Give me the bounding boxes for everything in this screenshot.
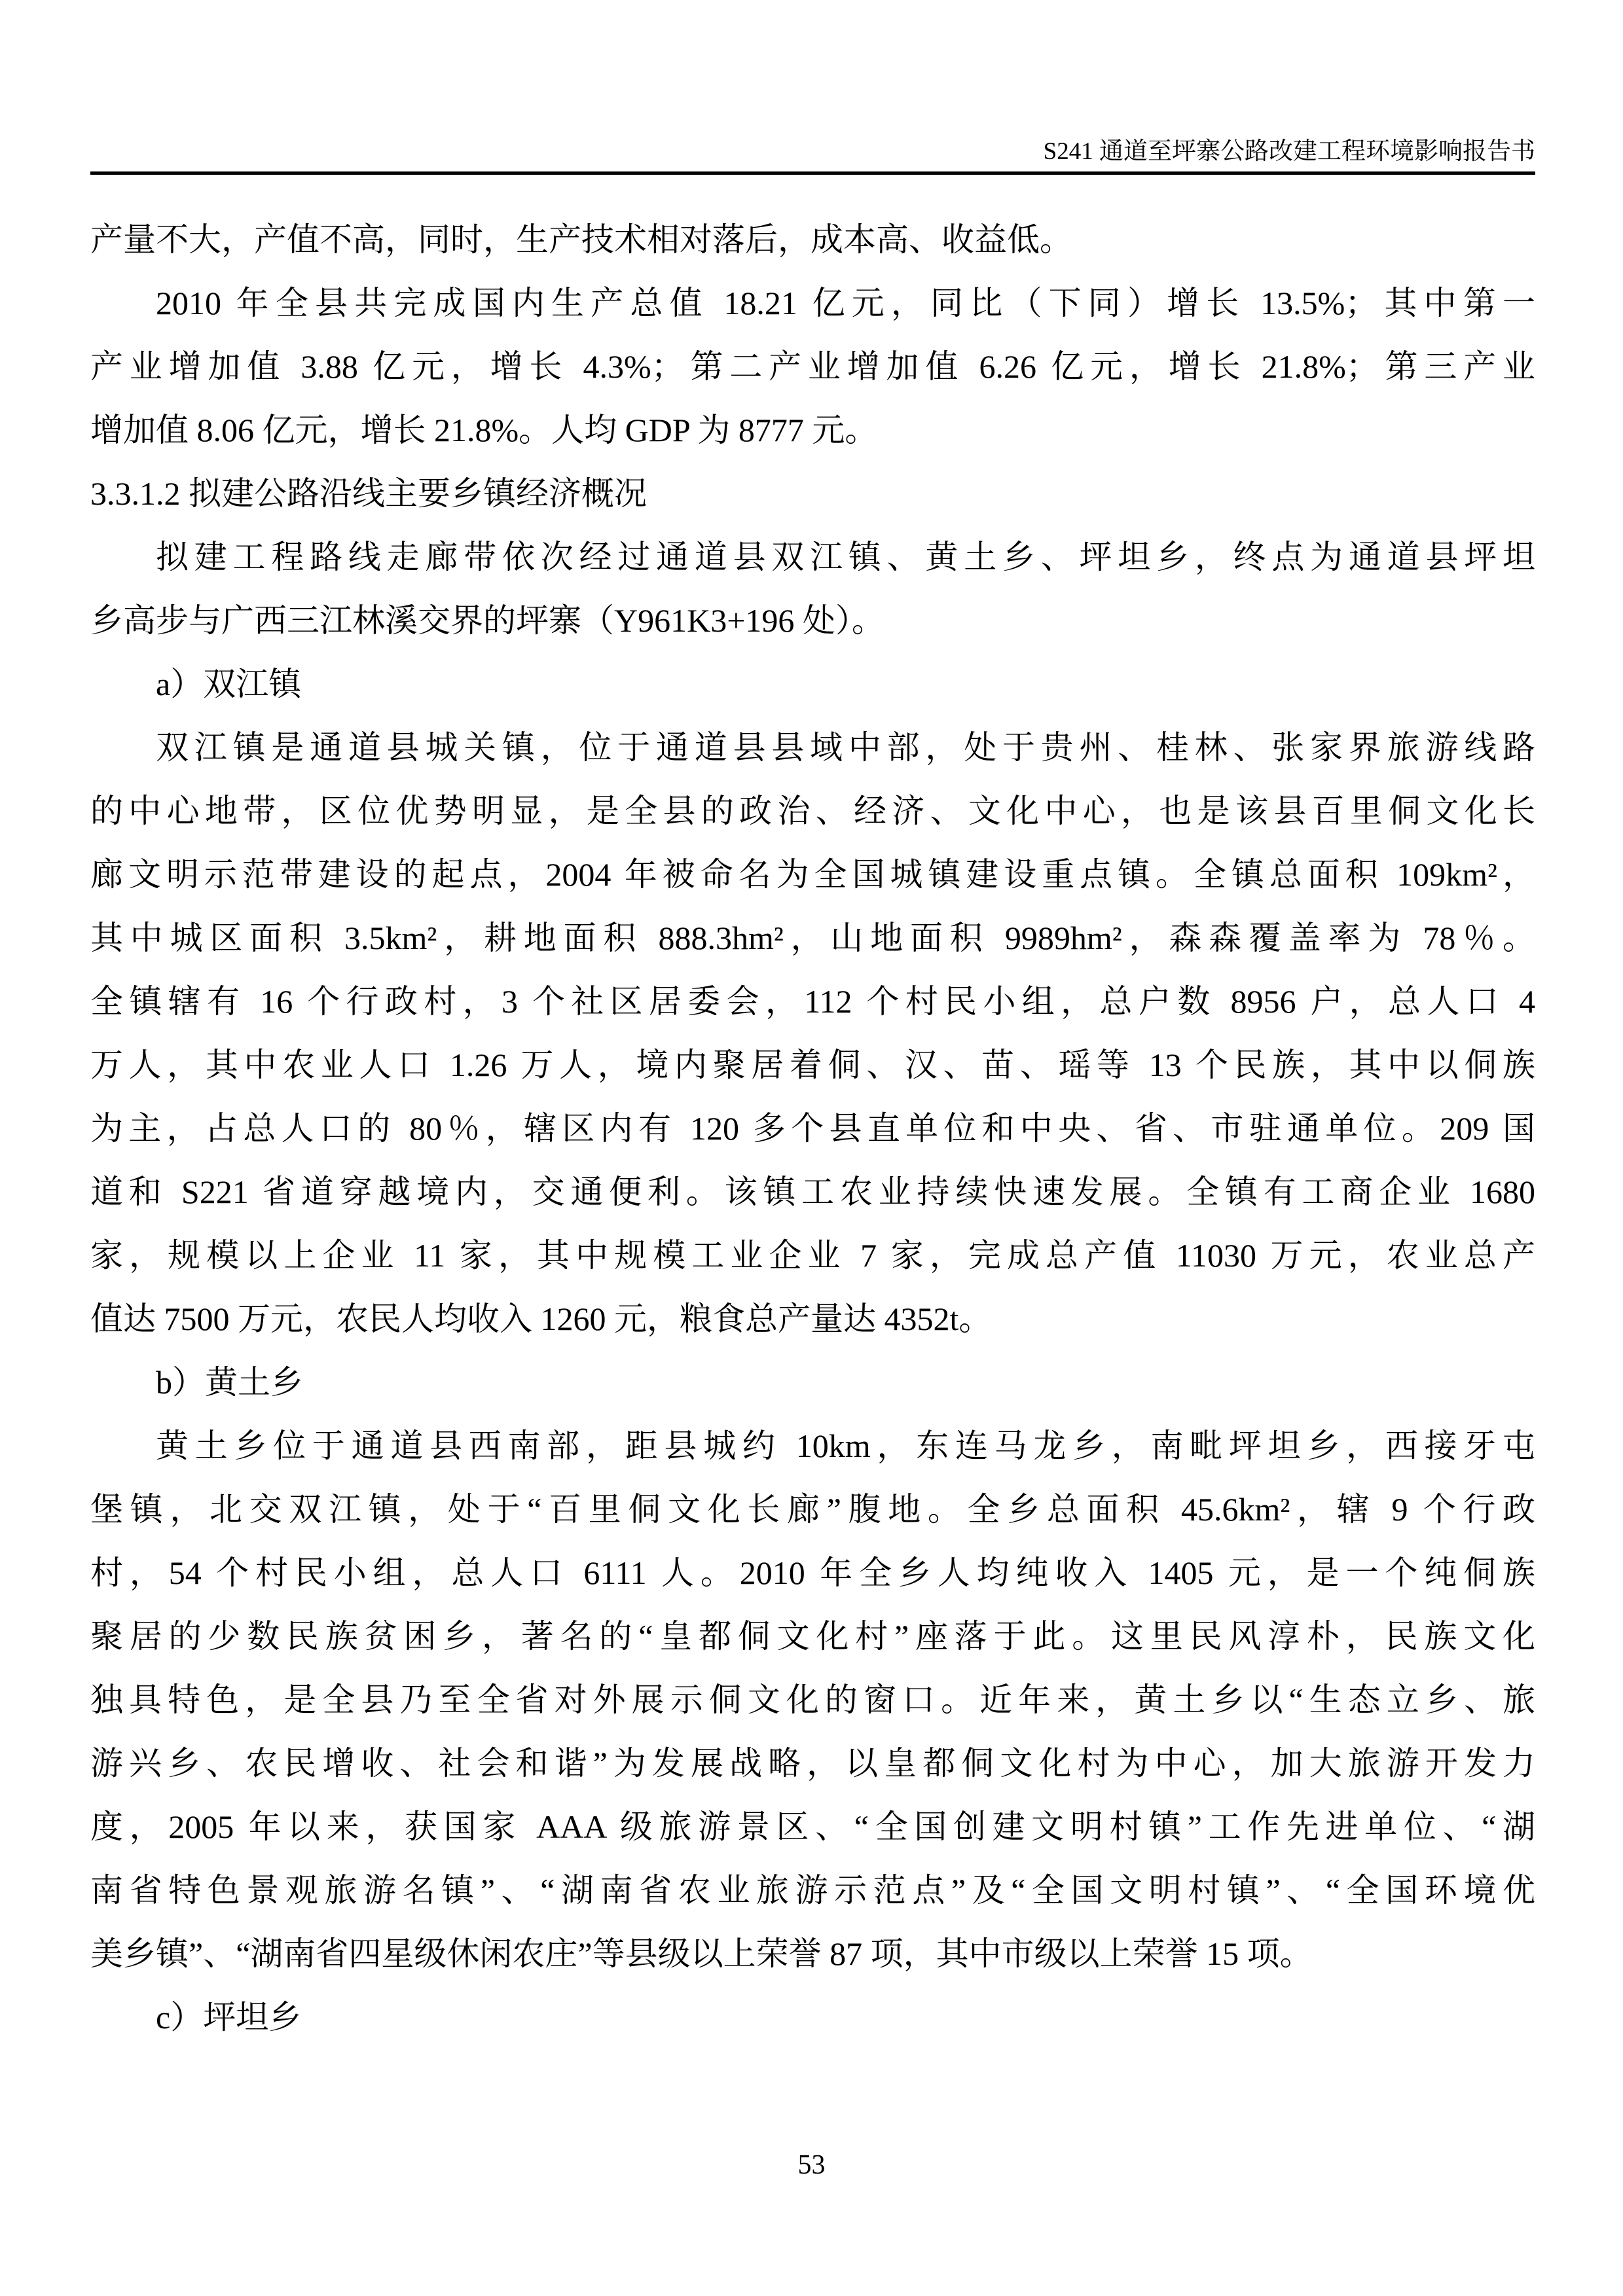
text-line: b）黄土乡 — [156, 1364, 303, 1401]
text-line: 拟建工程路线走廊带依次经过通道县双江镇、黄土乡、坪坦乡，终点为通道县坪坦 — [156, 539, 1535, 575]
subheading-b-huangtu — [90, 1351, 1535, 1414]
text-line: 聚居的少数民族贫困乡，著名的“皇都侗文化村”座落于此。这里民风淳朴，民族文化 — [90, 1618, 1535, 1655]
paragraph-huangtu — [90, 1414, 1535, 1986]
subheading-a-shuangjiang — [90, 653, 1535, 716]
text-line: 家，规模以上企业 11 家，其中规模工业企业 7 家，完成总产值 11030 万元，农业总产 — [90, 1237, 1535, 1274]
text-line: 增加值 8.06 亿元，增长 21.8%。人均 GDP 为 8777 元。 — [90, 412, 878, 448]
text-line: 万人，其中农业人口 1.26 万人，境内聚居着侗、汉、苗、瑶等 13 个民族，其中以侗族 — [90, 1047, 1535, 1083]
text-line: 2010 年全县共完成国内生产总值 18.21 亿元，同比（下同）增长 13.5%；其中第一 — [156, 285, 1535, 321]
paragraph-route-overview — [90, 526, 1535, 653]
text-line: 的中心地带，区位优势明显，是全县的政治、经济、文化中心，也是该县百里侗文化长 — [90, 793, 1535, 829]
text-line: 产量不大，产值不高，同时，生产技术相对落后，成本高、收益低。 — [90, 221, 1072, 258]
text-line: 度，2005 年以来，获国家 AAA 级旅游景区、“全国创建文明村镇”工作先进单位、“湖 — [90, 1808, 1535, 1845]
text-line: 其中城区面积 3.5km²，耕地面积 888.3hm²，山地面积 9989hm²，森森覆盖率为 78％。 — [90, 920, 1535, 956]
text-line: 全镇辖有 16 个行政村，3 个社区居委会，112 个村民小组，总户数 8956 户，总人口 4 — [90, 983, 1535, 1020]
text-line: 双江镇是通道县城关镇，位于通道县县域中部，处于贵州、桂林、张家界旅游线路 — [156, 729, 1535, 766]
text-line: 南省特色景观旅游名镇”、“湖南省农业旅游示范点”及“全国文明村镇”、“全国环境优 — [90, 1872, 1535, 1909]
text-line: 独具特色，是全县乃至全省对外展示侗文化的窗口。近年来，黄土乡以“生态立乡、旅 — [90, 1681, 1535, 1718]
text-line: 美乡镇”、“湖南省四星级休闲农庄”等县级以上荣誉 87 项，其中市级以上荣誉 15 项。 — [90, 1935, 1313, 1972]
text-line: 乡高步与广西三江林溪交界的坪寨（Y961K3+196 处）。 — [90, 602, 884, 639]
subheading-c-pingtan — [90, 1986, 1535, 2049]
header-rule — [90, 171, 1535, 175]
header-title: S241 通道至坪寨公路改建工程环境影响报告书 — [1043, 138, 1535, 165]
text-line: 道和 S221 省道穿越境内，交通便利。该镇工农业持续快速发展。全镇有工商企业 1680 — [90, 1174, 1535, 1210]
text-line: 产业增加值 3.88 亿元，增长 4.3%；第二产业增加值 6.26 亿元，增长 21.8%；第三产业 — [90, 348, 1535, 385]
text-line: 为主，占总人口的 80％，辖区内有 120 多个县直单位和中央、省、市驻通单位。209 国 — [90, 1110, 1535, 1147]
document-body — [90, 208, 1535, 2049]
page-number: 53 — [797, 2150, 826, 2180]
section-heading-line: 3.3.1.2 拟建公路沿线主要乡镇经济概况 — [90, 475, 647, 512]
text-line: 黄土乡位于通道县西南部，距县城约 10km，东连马龙乡，南毗坪坦乡，西接牙屯 — [156, 1427, 1535, 1464]
paragraph-continued — [90, 208, 1535, 272]
text-line: a）双江镇 — [156, 666, 302, 702]
text-line: 堡镇，北交双江镇，处于“百里侗文化长廊”腹地。全乡总面积 45.6km²，辖 9 个行政 — [90, 1491, 1535, 1528]
text-line: c）坪坦乡 — [156, 1999, 302, 2036]
text-line: 值达 7500 万元，农民人均收入 1260 元，粮食总产量达 4352t。 — [90, 1300, 992, 1337]
paragraph-county-gdp — [90, 272, 1535, 462]
text-line: 廊文明示范带建设的起点，2004 年被命名为全国城镇建设重点镇。全镇总面积 109km²， — [90, 856, 1535, 893]
section-heading-3-3-1-2 — [90, 462, 1535, 526]
text-line: 村，54 个村民小组，总人口 6111 人。2010 年全乡人均纯收入 1405 元，是一个纯侗族 — [90, 1554, 1535, 1591]
text-line: 游兴乡、农民增收、社会和谐”为发展战略，以皇都侗文化村为中心，加大旅游开发力 — [90, 1745, 1535, 1782]
paragraph-shuangjiang — [90, 716, 1535, 1351]
